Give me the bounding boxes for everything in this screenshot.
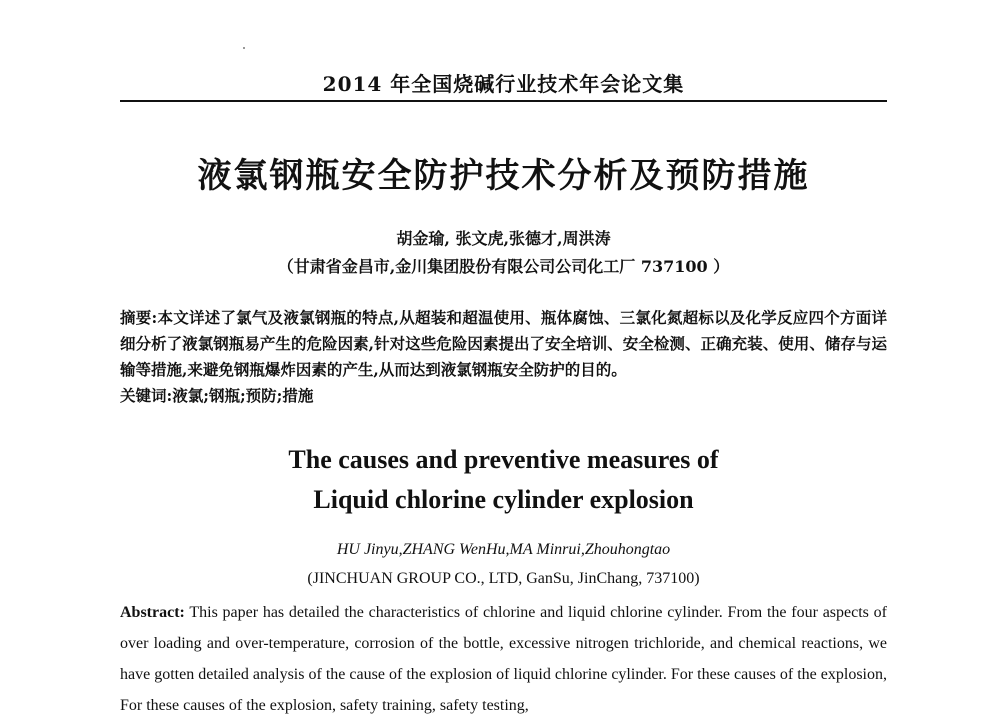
en-abstract-block <box>120 597 887 721</box>
cn-abstract-text: 本文详述了氯气及液氯钢瓶的特点,从超装和超温使用、瓶体腐蚀、三氯化氮超标以及化学反应四个方面详细分析了液氯钢瓶易产生的危险因素,针对这些危险因素提出了安全培训、安全检测、正确充装、使用、储存与运输等措施,来避免钢瓶爆炸因素的产生,从而达到液氯钢瓶安全防护的目的。 <box>120 308 887 379</box>
cn-keywords-label: 关键词: <box>120 386 173 405</box>
running-head: 2014 年全国烧碱行业技术年会论文集 <box>322 72 685 96</box>
en-title-line-1: The causes and preventive measures of <box>288 445 719 474</box>
cn-abstract-block <box>120 305 887 409</box>
cn-affiliation: （甘肃省金昌市,金川集团股份有限公司公司化工厂 737100 ） <box>277 257 730 276</box>
header-rule <box>120 100 887 102</box>
en-affiliation: (JINCHUAN GROUP CO., LTD, GanSu, JinChang, 737100) <box>307 570 700 587</box>
cn-keywords-text: 液氯;钢瓶;预防;措施 <box>172 386 314 405</box>
cn-title: 液氯钢瓶安全防护技术分析及预防措施 <box>197 156 810 196</box>
scan-speck <box>243 47 245 49</box>
en-abstract-label: Abstract: <box>120 604 185 621</box>
en-title <box>120 440 887 520</box>
en-authors: HU Jinyu,ZHANG WenHu,MA Minrui,Zhouhongtao <box>336 541 671 558</box>
en-title-line-2: Liquid chlorine cylinder explosion <box>313 485 694 514</box>
cn-authors: 胡金瑜, 张文虎,张德才,周洪涛 <box>396 229 611 248</box>
en-abstract-text: This paper has detailed the characteristics of chlorine and liquid chlorine cylinder. From the four aspects of over loading and over-temperature, corrosion of the bottle, excessive nitrogen trichloride, and chemical reactions, we have gotten detailed analysis of the cause of the explosion of liquid chlorine cylinder. For these causes of the explosion, For these causes of the explosion, safety training, safety testing, <box>120 604 887 714</box>
cn-abstract-label: 摘要: <box>120 308 158 327</box>
